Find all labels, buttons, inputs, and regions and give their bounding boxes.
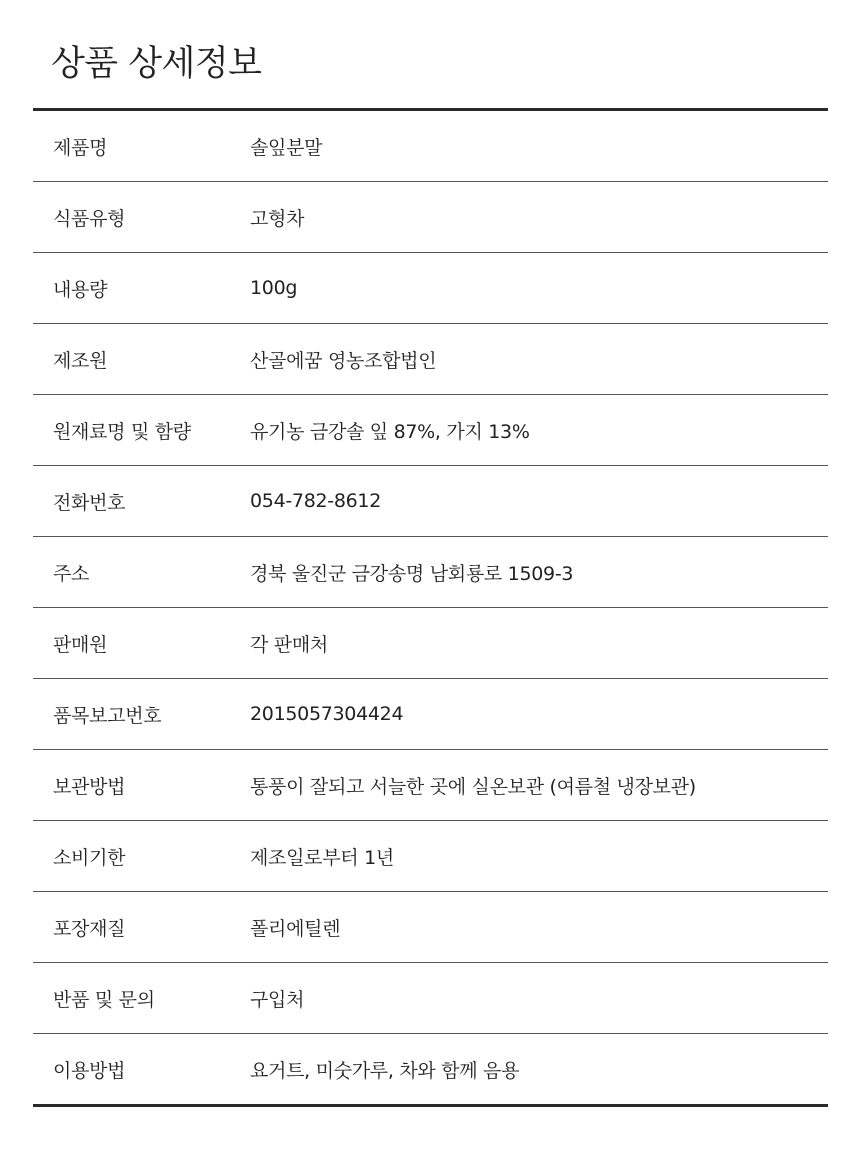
row-value: 제조일로부터 1년 <box>250 846 394 869</box>
row-label: 반품 및 문의 <box>53 988 155 1011</box>
row-value: 요거트, 미숫가루, 차와 함께 음용 <box>250 1059 520 1082</box>
row-label: 식품유형 <box>53 207 126 230</box>
table-row <box>33 1034 828 1104</box>
row-value: 구입처 <box>250 988 305 1011</box>
row-value: 유기농 금강솔 잎 87%, 가지 13% <box>250 420 530 443</box>
row-label: 판매원 <box>53 633 108 656</box>
row-label: 제품명 <box>53 136 108 159</box>
row-label: 내용량 <box>53 278 108 301</box>
table-row <box>33 679 828 750</box>
row-label: 주소 <box>53 562 90 585</box>
row-label: 포장재질 <box>53 917 126 940</box>
table-row <box>33 892 828 963</box>
table-row <box>33 324 828 395</box>
table-row <box>33 750 828 821</box>
table-row <box>33 537 828 608</box>
table-row <box>33 253 828 324</box>
table-row <box>33 608 828 679</box>
row-value: 054-782-8612 <box>250 490 381 512</box>
table-row <box>33 963 828 1034</box>
row-label: 보관방법 <box>53 775 126 798</box>
row-value: 100g <box>250 277 298 299</box>
row-value: 솔잎분말 <box>250 136 323 159</box>
table-row <box>33 182 828 253</box>
page-title: 상품 상세정보 <box>51 44 262 84</box>
table-row <box>33 466 828 537</box>
row-value: 폴리에틸렌 <box>250 917 341 940</box>
row-label: 제조원 <box>53 349 108 372</box>
row-value: 산골에꿈 영농조합법인 <box>250 349 437 372</box>
row-label: 원재료명 및 함량 <box>53 420 191 443</box>
row-label: 전화번호 <box>53 491 126 514</box>
product-info-table <box>33 108 828 1107</box>
row-label: 소비기한 <box>53 846 126 869</box>
row-value: 통풍이 잘되고 서늘한 곳에 실온보관 (여름철 냉장보관) <box>250 775 696 798</box>
row-value: 경북 울진군 금강송명 남회룡로 1509-3 <box>250 562 574 585</box>
row-value: 고형차 <box>250 207 305 230</box>
table-row <box>33 821 828 892</box>
row-label: 이용방법 <box>53 1059 126 1082</box>
table-row <box>33 395 828 466</box>
product-detail-section <box>33 0 828 1107</box>
row-label: 품목보고번호 <box>53 704 162 727</box>
table-row <box>33 111 828 182</box>
row-value: 2015057304424 <box>250 703 404 725</box>
row-value: 각 판매처 <box>250 633 328 656</box>
